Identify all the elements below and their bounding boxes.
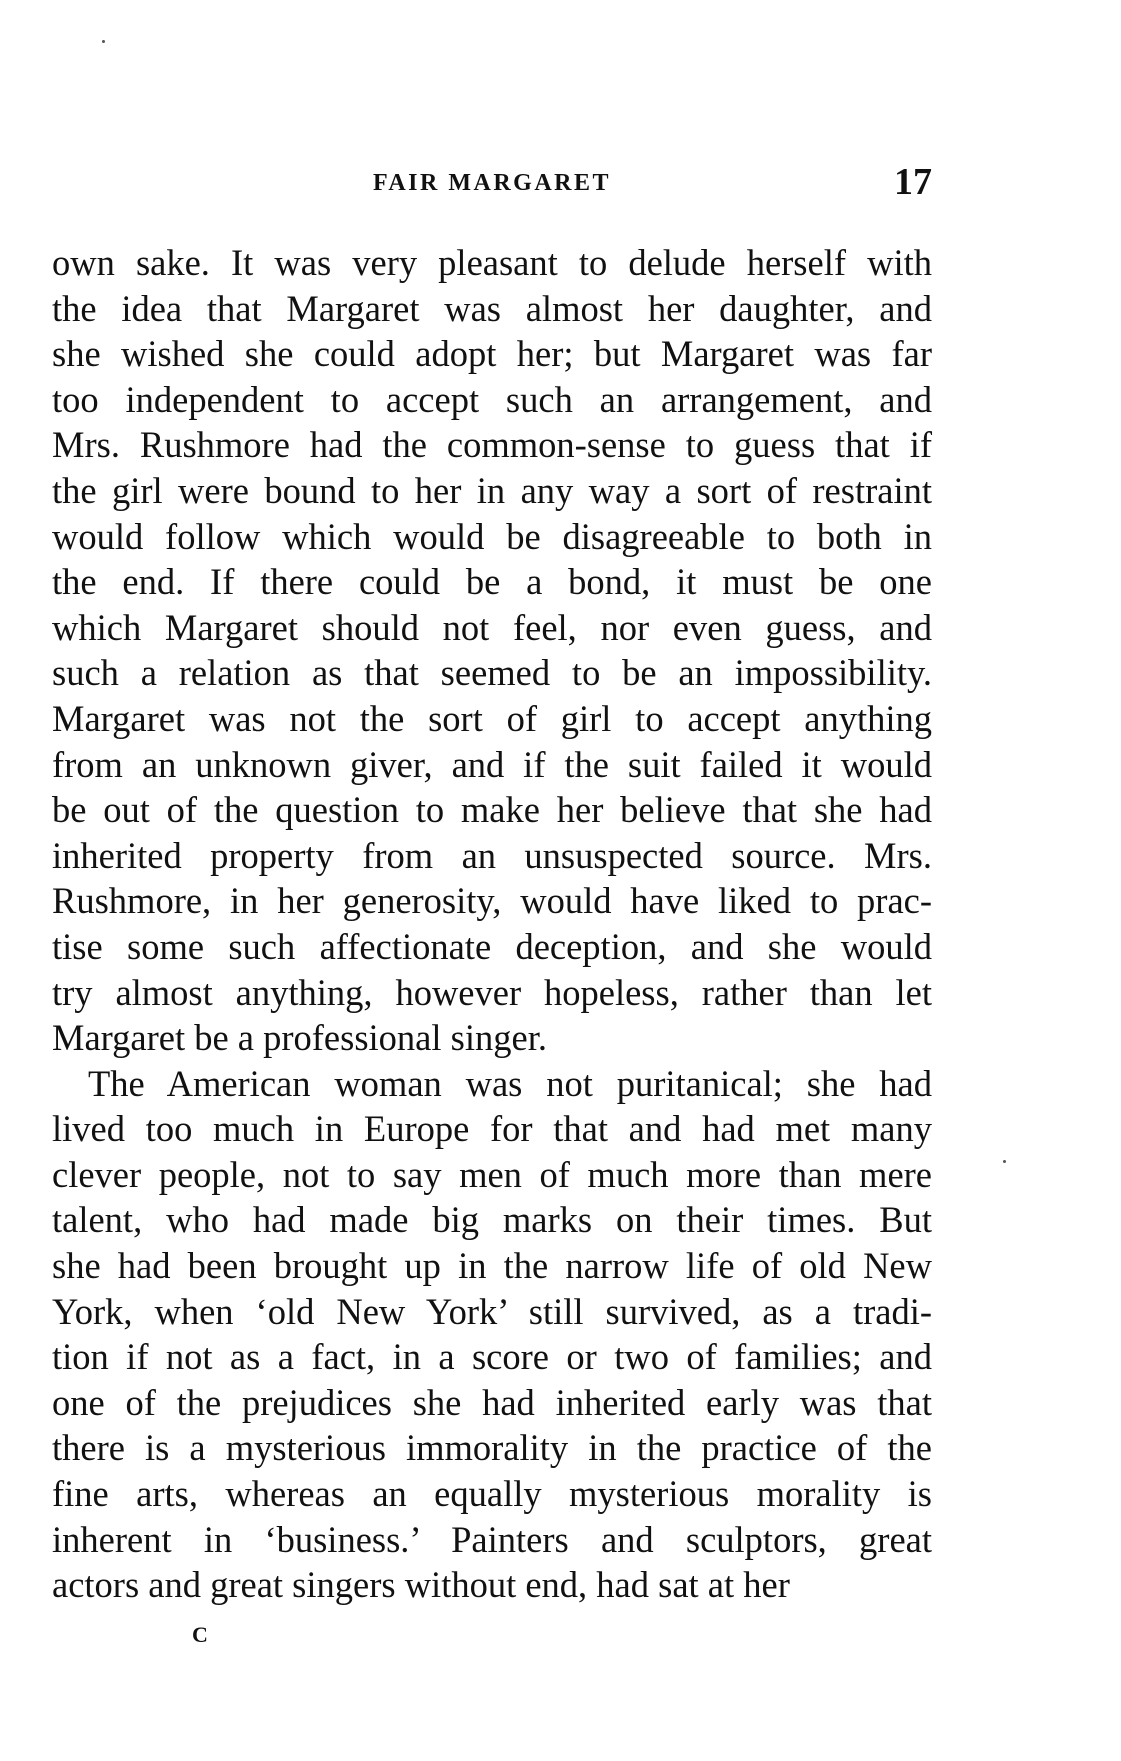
text-line: Mrs. Rushmore had the common-sense to guess that if (52, 424, 932, 466)
text-line: the idea that Margaret was almost her daughter, and (52, 287, 932, 329)
text-line: tise some such affectionate deception, and she would (52, 925, 932, 967)
text-line: York, when ‘old New York’ still survived, as a tradi- (52, 1290, 932, 1332)
text-line: Margaret be a professional singer. (52, 1017, 547, 1059)
text-line: inherent in ‘business.’ Painters and sculptors, great (52, 1518, 932, 1560)
text-line: too independent to accept such an arrangement, and (52, 378, 932, 420)
text-line: there is a mysterious immorality in the practice of the (52, 1427, 932, 1469)
text-line: which Margaret should not feel, nor even guess, and (52, 606, 932, 648)
running-head (52, 160, 932, 206)
paper-speck (1003, 1160, 1006, 1163)
text-line: lived too much in Europe for that and had met many (52, 1108, 932, 1150)
text-line: tion if not as a fact, in a score or two of families; and (52, 1336, 932, 1378)
text-line: talent, who had made big marks on their times. But (52, 1199, 932, 1241)
text-line: she had been brought up in the narrow life of old New (52, 1245, 932, 1287)
text-line: clever people, not to say men of much more than mere (52, 1153, 932, 1195)
text-line: would follow which would be disagreeable to both in (52, 515, 932, 557)
text-line: she wished she could adopt her; but Margaret was far (52, 333, 932, 375)
page-number: 17 (894, 161, 932, 203)
text-line: Margaret was not the sort of girl to accept anything (52, 697, 932, 739)
text-line: actors and great singers without end, had sat at her (52, 1564, 790, 1606)
text-line: be out of the question to make her believe that she had (52, 789, 932, 831)
text-line: such a relation as that seemed to be an impossibility. (52, 652, 932, 694)
text-line: one of the prejudices she had inherited early was that (52, 1381, 932, 1423)
running-title: FAIR MARGARET (372, 170, 612, 196)
paragraph (52, 1061, 932, 1608)
paragraph (52, 240, 932, 1061)
text-line: the girl were bound to her in any way a sort of restraint (52, 469, 932, 511)
text-line: fine arts, whereas an equally mysterious morality is (52, 1473, 932, 1515)
paper-speck (102, 40, 105, 43)
text-line: The American woman was not puritanical; she had (88, 1062, 932, 1104)
text-line: try almost anything, however hopeless, rather than let (52, 971, 932, 1013)
text-line: the end. If there could be a bond, it must be one (52, 561, 932, 603)
signature-mark: C (192, 1622, 208, 1647)
text-line: inherited property from an unsuspected source. Mrs. (52, 834, 932, 876)
text-line: Rushmore, in her generosity, would have liked to prac- (52, 880, 932, 922)
text-line: from an unknown giver, and if the suit failed it would (52, 743, 932, 785)
text-line: own sake. It was very pleasant to delude herself with (52, 242, 932, 283)
body-text (52, 240, 932, 1608)
